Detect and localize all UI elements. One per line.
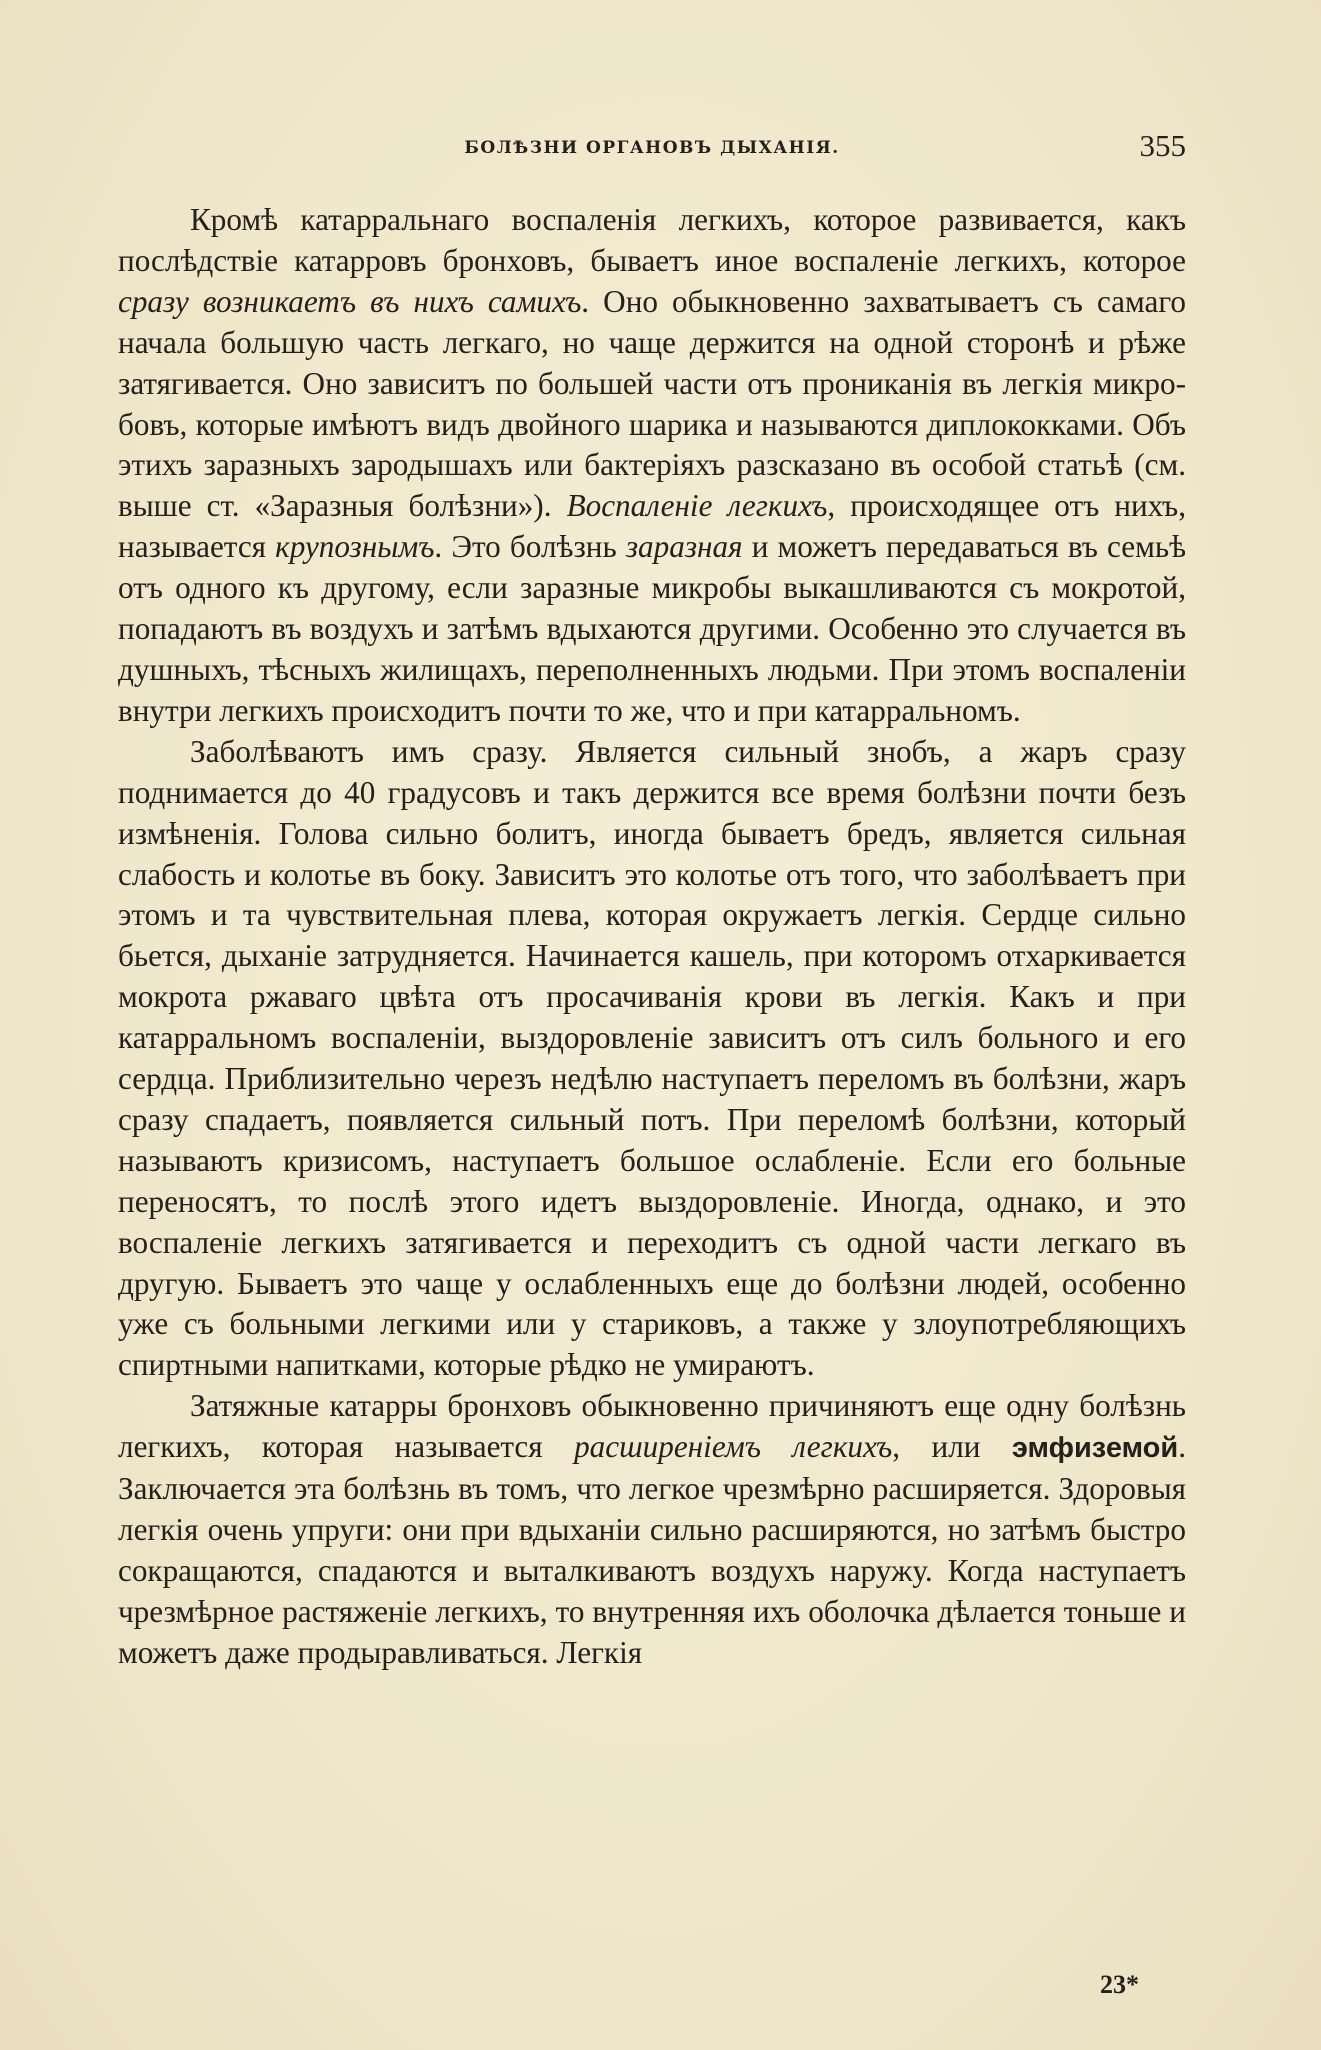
- page-header: [118, 128, 1186, 168]
- paragraph: [118, 732, 1186, 1387]
- italic-term: расширеніемъ легкихъ: [574, 1429, 893, 1465]
- text-segment: и можетъ передаваться въ семьѣ отъ одного къ другому, если заразные микробы выкашливаются съ мокротой, попадаютъ въ воздухъ и затѣмъ вдыхаются другими. Особенно это случается въ душныхъ, тѣсныхъ жилищахъ, переполненныхъ людьми. При этомъ воспаленіи внутри легкихъ происходитъ почти то же, что и при катарральномъ.: [118, 529, 1187, 728]
- text-segment: Заболѣваютъ имъ сразу. Является сильный знобъ, а жаръ сразу поднимается до 40 градусовъ и такъ держится все время болѣзни почти безъ измѣненія. Голова сильно болитъ, иногда бываетъ бредъ, является сильная слабость и колотье въ боку. Зависитъ это колотье отъ того, что заболѣваетъ при этомъ и та чувствительная плева, которая окружаетъ легкія. Сердце сильно бьется, дыханіе затрудняется. Начинается кашель, при которомъ отхаркивается мокрота ржаваго цвѣта отъ просачиванія крови въ легкія. Какъ и при катарральномъ воспаленіи, выздоровленіе зависитъ отъ силъ больного и его сердца. Приблизительно черезъ недѣлю наступаетъ переломъ въ болѣзни, жаръ сразу спадаетъ, появляется сильный потъ. При переломѣ болѣзни, который называютъ кризисомъ, наступаетъ большое ослабленіе. Если его больные переносятъ, то послѣ этого идетъ выздоровленіе. Иногда, однако, и это воспаленіе легкихъ затягивается и переходитъ съ одной части легкаго въ другую. Бываетъ это чаще у ослабленныхъ еще до болѣзни людей, особенно уже съ больными легкими или у стариковъ, а также у злоупотребляющихъ спиртными напитками, которые рѣдко не умираютъ.: [118, 733, 1186, 1383]
- text-segment: , или: [892, 1429, 1012, 1465]
- italic-term: заразная: [625, 529, 743, 565]
- text-segment: Кромѣ катарральнаго воспаленія легкихъ, которое развивается, какъ послѣдствіе катарровъ бронховъ, бываетъ иное воспаленіе легкихъ, которое: [118, 202, 1186, 278]
- italic-term: Воспаленіе легкихъ: [566, 488, 828, 524]
- italic-term: крупознымъ: [275, 529, 435, 565]
- running-title: БОЛѢЗНИ ОРГАНОВЪ ДЫХАНІЯ.: [464, 138, 840, 158]
- paragraph: [118, 200, 1186, 732]
- bold-term: эмфиземой: [1011, 1432, 1179, 1465]
- paragraph: [118, 1386, 1186, 1673]
- text-segment: . Это болѣзнь: [434, 529, 626, 565]
- text-segment: . Заключается эта болѣзнь въ томъ, что легкое чрезмѣрно расширяется. Здоровыя легкія очень упруги: они при вдыханіи сильно расширяются, но затѣмъ быстро сокращаются, спадаются и выталкиваютъ воздухъ наружу. Когда наступаетъ чрезмѣрное растяженіе легкихъ, то внутренняя ихъ оболочка дѣлается тоньше и можетъ даже продыравливаться. Легкія: [118, 1429, 1186, 1670]
- text-segment: , происходящее отъ нихъ, называется: [118, 488, 1186, 565]
- italic-term: сразу возникаетъ въ нихъ самихъ: [118, 283, 582, 319]
- text-segment: . Оно обыкновенно захватываетъ съ самаго начала большую часть легкаго, но чаще держится на одной сторонѣ и рѣже затягивается. Оно зависитъ по большей части отъ прониканія въ легкія микробовъ, которые имѣютъ видъ двойного шарика и называются диплококками. Объ этихъ заразныхъ зародышахъ или бактеріяхъ разсказано въ особой статьѣ (см. выше ст. «Заразныя болѣзни»).: [118, 283, 1186, 524]
- text-segment: Затяжные катарры бронховъ обыкновенно причиняютъ еще одну болѣзнь легкихъ, которая называется: [118, 1388, 1186, 1465]
- body-text: [118, 200, 1186, 1674]
- signature-mark: 23*: [1100, 1970, 1139, 1999]
- page-number: 355: [1139, 128, 1186, 163]
